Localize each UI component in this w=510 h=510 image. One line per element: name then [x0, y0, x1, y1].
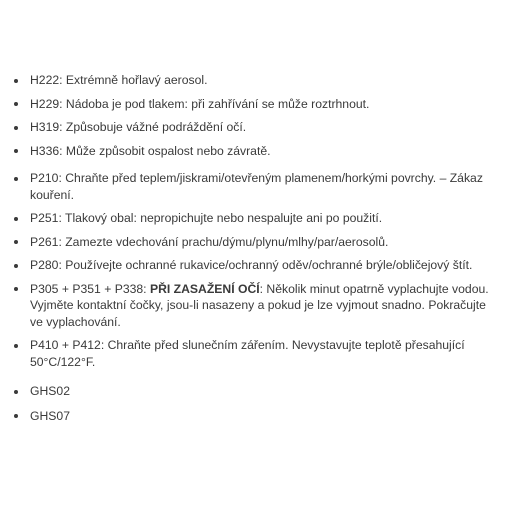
list-item	[0, 257, 510, 274]
statement-code: H319	[30, 120, 60, 134]
statement-text: : Způsobuje vážné podráždění očí.	[59, 120, 247, 134]
ghs-pictogram-list	[0, 383, 510, 424]
statement-text: : Používejte ochranné rukavice/ochranný oděv/ochranné brýle/obličejový štít.	[58, 258, 473, 272]
safety-statements	[0, 72, 510, 432]
list-item	[0, 408, 510, 425]
list-item	[0, 337, 510, 370]
list-item	[0, 143, 510, 160]
statement-code: P410 + P412	[30, 338, 101, 352]
statement-code: P305 + P351 + P338:	[30, 281, 150, 296]
statement-code: H336	[30, 143, 60, 158]
statement-text: : Několik minut opatrně vyplachujte vodou. Vyjměte kontaktní čočky, jsou-li nasazeny a pokud je lze vyjmout snadno. Pokračujte ve vyplachování.	[30, 281, 489, 329]
statement-code: P280	[30, 258, 59, 272]
list-item	[0, 383, 510, 400]
precautionary-statements-list	[0, 170, 510, 370]
statement-code: H222	[30, 73, 60, 87]
list-item	[0, 170, 510, 203]
list-item	[0, 281, 510, 331]
list-item	[0, 234, 510, 251]
statement-text: : Může způsobit ospalost nebo závratě.	[59, 143, 271, 158]
hazard-statements-list	[0, 72, 510, 159]
statement-text: : Extrémně hořlavý aerosol.	[59, 73, 208, 87]
statement-text: : Nádoba je pod tlakem: při zahřívání se může roztrhnout.	[59, 96, 370, 111]
statement-text: : Chraňte před teplem/jiskrami/otevřeným plamenem/horkými povrchy. – Zákaz kouření.	[30, 171, 483, 202]
list-item	[0, 72, 510, 89]
statement-text: : Tlakový obal: nepropichujte nebo nespalujte ani po použití.	[58, 211, 383, 225]
list-item	[0, 119, 510, 136]
statement-code: P251	[30, 211, 59, 225]
statement-code: P261	[30, 234, 59, 249]
statement-code: P210	[30, 171, 59, 185]
list-item	[0, 210, 510, 227]
statement-code: H229	[30, 96, 60, 111]
statement-text: : Chraňte před slunečním zářením. Nevystavujte teplotě přesahující 50°C/122°F.	[30, 338, 465, 369]
list-item	[0, 96, 510, 113]
statement-text: : Zamezte vdechování prachu/dýmu/plynu/mlhy/par/aerosolů.	[58, 234, 389, 249]
ghs-code: GHS07	[30, 408, 70, 423]
ghs-code: GHS02	[30, 384, 70, 398]
statement-emphasis: PŘI ZASAŽENÍ OČÍ	[149, 281, 260, 296]
